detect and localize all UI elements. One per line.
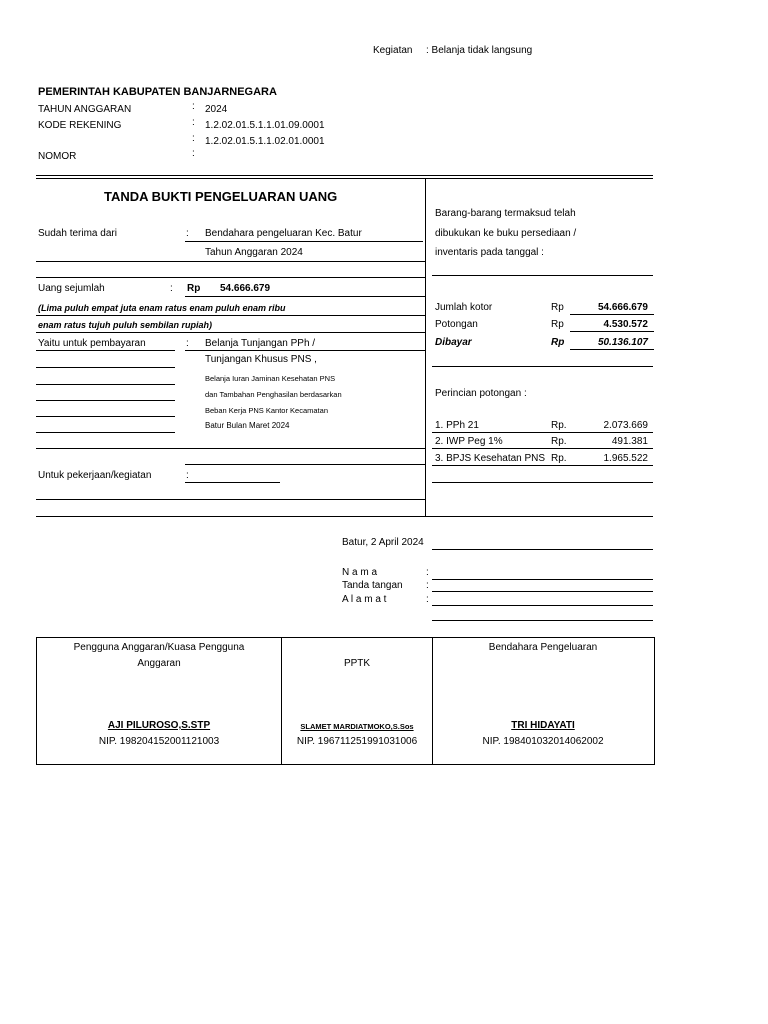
rule (432, 448, 653, 449)
rule (36, 400, 175, 401)
pptk-nip: NIP. 196711251991031006 (296, 736, 418, 747)
deduction-label-1: 1. PPh 21 (435, 420, 479, 431)
bendahara-title: Bendahara Pengeluaran (488, 642, 598, 653)
alamat-line-2 (432, 620, 653, 621)
deduction-currency-3: Rp. (551, 453, 567, 464)
terbilang-line-2: enam ratus tujuh puluh sembilan rupiah) (38, 320, 213, 330)
underline (185, 482, 280, 483)
rule (36, 367, 175, 368)
double-rule-top (36, 175, 653, 176)
currency: Rp (551, 319, 564, 330)
colon: : (186, 228, 189, 239)
deduction-currency-1: Rp. (551, 420, 567, 431)
pengguna-nip: NIP. 198204152001121003 (98, 736, 220, 747)
bendahara-nip: NIP. 198401032014062002 (482, 736, 604, 747)
payment-line-6: Batur Bulan Maret 2024 (205, 421, 290, 430)
government-name: PEMERINTAH KABUPATEN BANJARNEGARA (38, 86, 277, 98)
underline (570, 314, 654, 315)
pptk-title: PPTK (343, 658, 371, 669)
kode-rekening-label: KODE REKENING (38, 120, 122, 131)
deduction-value-1: 2.073.669 (603, 420, 648, 431)
deduction-currency-2: Rp. (551, 436, 567, 447)
payment-line-3: Belanja Iuran Jaminan Kesehatan PNS (205, 374, 336, 383)
nama-line (432, 579, 653, 580)
underline (570, 331, 654, 332)
terbilang-line-1: (Lima puluh empat juta enam ratus enam puluh enam ribu (38, 303, 286, 313)
uang-sejumlah-label: Uang sejumlah (38, 283, 105, 294)
payment-line-5: Beban Kerja PNS Kantor Kecamatan (205, 406, 328, 415)
rule (432, 366, 653, 367)
deduction-value-2: 491.381 (611, 436, 648, 447)
rule (36, 261, 425, 262)
pengguna-name: AJI PILUROSO,S.STP (107, 720, 211, 731)
barang-line-3: inventaris pada tanggal : (435, 247, 544, 258)
pptk-name: SLAMET MARDIATMOKO,S.Sos (300, 722, 414, 731)
deduction-value-3: 1.965.522 (603, 453, 648, 464)
jumlah-kotor-label: Jumlah kotor (435, 302, 493, 313)
colon: : (426, 580, 429, 591)
colon: : (192, 133, 195, 144)
rule (185, 464, 425, 465)
alamat-label: A l a m a t (342, 594, 387, 605)
kode-rekening-value-1: 1.2.02.01.5.1.1.01.09.0001 (205, 120, 325, 131)
payment-line-2: Tunjangan Khusus PNS , (205, 354, 317, 365)
untuk-label: Untuk pekerjaan/kegiatan (38, 470, 152, 481)
rule (36, 277, 425, 278)
place-date: Batur, 2 April 2024 (342, 537, 424, 548)
sudah-terima-value: Bendahara pengeluaran Kec. Batur (205, 228, 362, 239)
potongan-value: 4.530.572 (603, 319, 648, 330)
rule (36, 332, 425, 333)
colon: : (192, 117, 195, 128)
amount-value: 54.666.679 (220, 283, 271, 294)
bendahara-name: TRI HIDAYATI (511, 720, 575, 731)
underline (185, 350, 425, 351)
tahun-anggaran-label: TAHUN ANGGARAN (38, 104, 132, 115)
jumlah-kotor-value: 54.666.679 (597, 302, 648, 313)
kode-rekening-value-2: 1.2.02.01.5.1.1.02.01.0001 (205, 136, 325, 147)
amount-currency: Rp (187, 283, 201, 294)
barang-line-2: dibukukan ke buku persediaan / (435, 228, 577, 239)
rule (36, 516, 653, 517)
colon: : (192, 101, 195, 112)
underline (432, 275, 653, 276)
colon: : (426, 567, 429, 578)
colon: : (192, 148, 195, 159)
nama-label: N a m a (342, 567, 378, 578)
underline (185, 241, 423, 242)
rule (432, 482, 653, 483)
pengguna-title-2: Anggaran (137, 658, 181, 669)
rule (36, 350, 175, 351)
deduction-label-2: 2. IWP Peg 1% (435, 436, 503, 447)
alamat-line (432, 605, 653, 606)
sudah-terima-label: Sudah terima dari (38, 228, 117, 239)
colon: : (426, 594, 429, 605)
currency: Rp (551, 337, 565, 348)
pengguna-title-1: Pengguna Anggaran/Kuasa Pengguna (73, 642, 245, 653)
rule (36, 448, 425, 449)
rule (432, 432, 653, 433)
double-rule-bottom (36, 178, 653, 179)
tahun-anggaran-value: 2024 (205, 104, 228, 115)
payment-line-1: Belanja Tunjangan PPh / (205, 338, 316, 349)
rule (36, 499, 425, 500)
kegiatan-label: Kegiatan (373, 45, 413, 56)
tanda-tangan-line (432, 591, 653, 592)
rule (36, 315, 425, 316)
kegiatan-value: : Belanja tidak langsung (426, 45, 533, 56)
rule (36, 416, 175, 417)
perincian-label: Perincian potongan : (435, 388, 527, 399)
currency: Rp (551, 302, 564, 313)
rule (432, 465, 653, 466)
deduction-label-3: 3. BPJS Kesehatan PNS (435, 453, 546, 464)
colon: : (186, 470, 189, 481)
dibayar-value: 50.136.107 (597, 337, 648, 348)
yaitu-label: Yaitu untuk pembayaran (38, 338, 146, 349)
form-title: TANDA BUKTI PENGELUARAN UANG (104, 189, 338, 204)
potongan-label: Potongan (435, 319, 478, 330)
rule (36, 432, 175, 433)
colon: : (170, 283, 173, 294)
payment-line-4: dan Tambahan Penghasilan berdasarkan (205, 390, 342, 399)
tahun-anggaran-text: Tahun Anggaran 2024 (205, 247, 303, 258)
colon: : (186, 338, 189, 349)
underline (185, 296, 425, 297)
tanda-tangan-label: Tanda tangan (342, 580, 403, 591)
nomor-label: NOMOR (38, 151, 77, 162)
underline (432, 549, 653, 550)
underline (570, 349, 654, 350)
barang-line-1: Barang-barang termaksud telah (435, 208, 576, 219)
column-divider (425, 178, 426, 517)
rule (36, 384, 175, 385)
dibayar-label: Dibayar (435, 337, 472, 348)
